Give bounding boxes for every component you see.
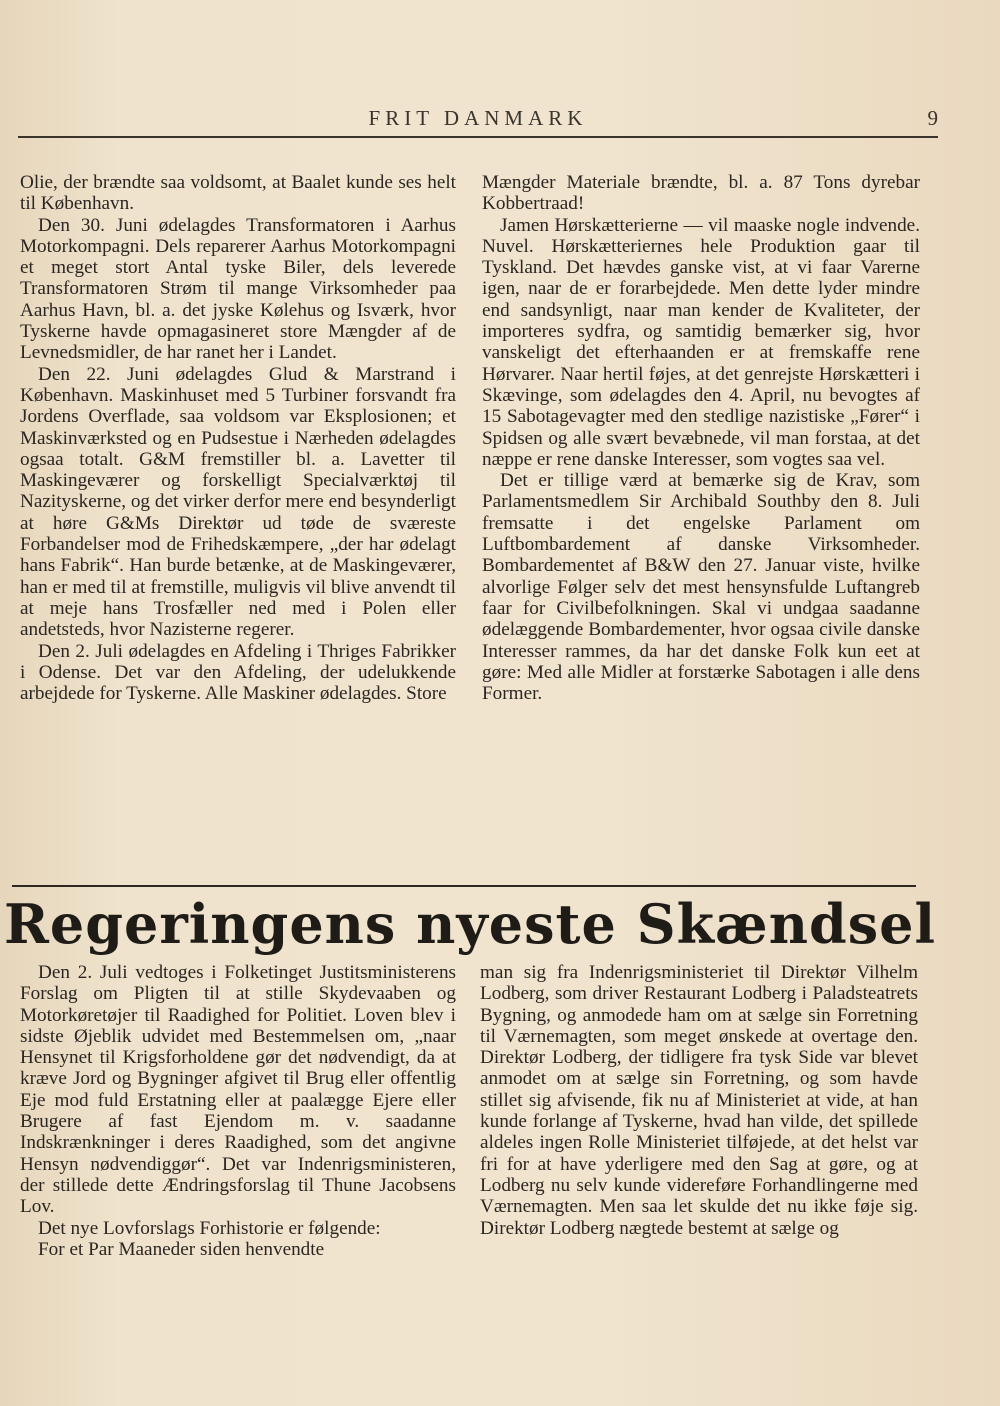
paragraph: Olie, der brændte saa voldsomt, at Baalet kunde ses helt til København.: [20, 172, 456, 215]
article-headline: Regeringens nyeste Skændsel: [3, 892, 936, 956]
paragraph: For et Par Maaneder siden henvendte: [38, 1238, 325, 1260]
paragraph: Den 2. Juli ødelagdes en Afdeling i Thriges Fabrikker i Odense. Det var den Afdeling, der udelukkende arbejdede for Tyskerne. Alle Maskiner ødelagdes. Store: [20, 640, 456, 705]
page-header: [18, 106, 938, 136]
paragraph: Det nye Lovforslags Forhistorie er følgende:: [38, 1217, 381, 1239]
publication-title: FRIT DANMARK: [368, 106, 588, 130]
paragraph: Jamen Hørskætterierne — vil maaske nogle indvende. Nuvel. Hørskætteriernes hele Produktion gaar til Tyskland. Det hævdes ganske vist, at vi faar Varerne igen, naar de er forarbejdede. Men dette lyder mindre end sandsynligt, naar man kender de Kvaliteter, der importeres sydfra, og samtidig bemærker sig, hvor vanskeligt det efterhaanden er at fremskaffe rene Hørvarer. Naar hertil føjes, at det genrejste Hørskætteri i Skævinge, som ødelagdes den 4. April, nu bevogtes af 15 Sabotagevagter med den stedlige nazistiske „Fører“ i Spidsen og alle svært bevæbnede, vil man forstaa, at det næppe er rene danske Interesser, som vogtes saa vel.: [482, 214, 920, 470]
paragraph: Mængder Materiale brændte, bl. a. 87 Tons dyrebar Kobbertraad!: [482, 172, 920, 215]
bottom-article-column-2: [480, 962, 918, 1239]
bottom-article-column-1: [20, 962, 456, 1260]
top-article-column-2: [482, 172, 920, 704]
paragraph: Det er tillige værd at bemærke sig de Krav, som Parlamentsmedlem Sir Archibald Southby den 8. Juli fremsatte i det engelske Parlament om Luftbombardement af danske Virksomheder. Bombardementet af B&W den 27. Januar viste, hvilke alvorlige Følger selv det mest hensynsfulde Luftangreb faar for Civilbefolkningen. Skal vi undgaa saadanne ødelæggende Bombardementer, hvor ogsaa civile danske Interesser rammes, da har det danske Folk kun eet at gøre: Med alle Midler at forstærke Sabotagen i alle dens Former.: [482, 470, 920, 705]
section-divider: [12, 885, 916, 887]
header-rule: [18, 136, 938, 138]
top-article-column-1: [20, 172, 456, 704]
paragraph: man sig fra Indenrigsministeriet til Direktør Vilhelm Lodberg, som driver Restaurant Lodberg i Paladsteatrets Bygning, og anmodede ham om at sælge sin Forretning til Værnemagten, som meget ønskede at overtage den. Direktør Lodberg, der tidligere fra tysk Side var blevet anmodet om at sælge sin Forretning, og som havde stillet sig afvisende, fik nu af Ministeriet at vide, at han kunde forlange af Tyskerne, hvad han vilde, det spillede aldeles ingen Rolle Ministeriet tilføjede, at det helst var fri for at have yderligere med den Sag at gøre, og at Lodberg nu selv kunde videreføre Forhandlingerne med Værnemagten. Men saa let skulde det nu ikke føje sig. Direktør Lodberg nægtede bestemt at sælge og: [480, 962, 918, 1239]
paragraph: Den 30. Juni ødelagdes Transformatoren i Aarhus Motorkompagni. Dels reparerer Aarhus Motorkompagni et meget stort Antal tyske Biler, dels leverede Transformatoren Strøm til mange Virksomheder paa Aarhus Havn, bl. a. det jyske Kølehus og Isværk, hvor Tyskerne havde opmagasineret store Mængder af de Levnedsmidler, de har ranet her i Landet.: [20, 214, 456, 364]
paragraph: Den 2. Juli vedtoges i Folketinget Justitsministerens Forslag om Pligten til at stille Skydevaaben og Motorkøretøjer til Raadighed for Politiet. Loven blev i sidste Øjeblik udvidet med Bestemmelsen om, „naar Hensynet til Krigsforholdene gør det nødvendigt, da at kræve Jord og Bygninger afgivet til Brug eller offentlig Eje mod fuld Erstatning eller at paalægge Ejere eller Brugere af fast Ejendom m. v. saadanne Indskrænkninger i deres Raadighed, som det angivne Hensyn nødvendiggør“. Det var Indenrigsministeren, der stillede dette Ændringsforslag til Thune Jacobsens Lov.: [20, 962, 456, 1218]
paragraph: Den 22. Juni ødelagdes Glud & Marstrand i København. Maskinhuset med 5 Turbiner forsvandt fra Jordens Overflade, saa voldsom var Eksplosionen; et Maskinværksted og en Pudsestue i Nærheden ødelagdes ogsaa totalt. G&M fremstiller bl. a. Lavetter til Maskingeværer og forskelligt Specialværktøj til Nazityskerne, og det virker derfor mere end besynderligt at høre G&Ms Direktør ud tøde de sværeste Forbandelser mod de Frihedskæmpere, „der har ødelagt hans Fabrik“. Han burde betænke, at de Maskingeværer, han er med til at fremstille, muligvis vil blive anvendt til at meje hans Trosfæller ned med i Polen eller andetsteds, hvor Nazisterne regerer.: [20, 363, 456, 641]
page-number: 9: [927, 106, 938, 130]
